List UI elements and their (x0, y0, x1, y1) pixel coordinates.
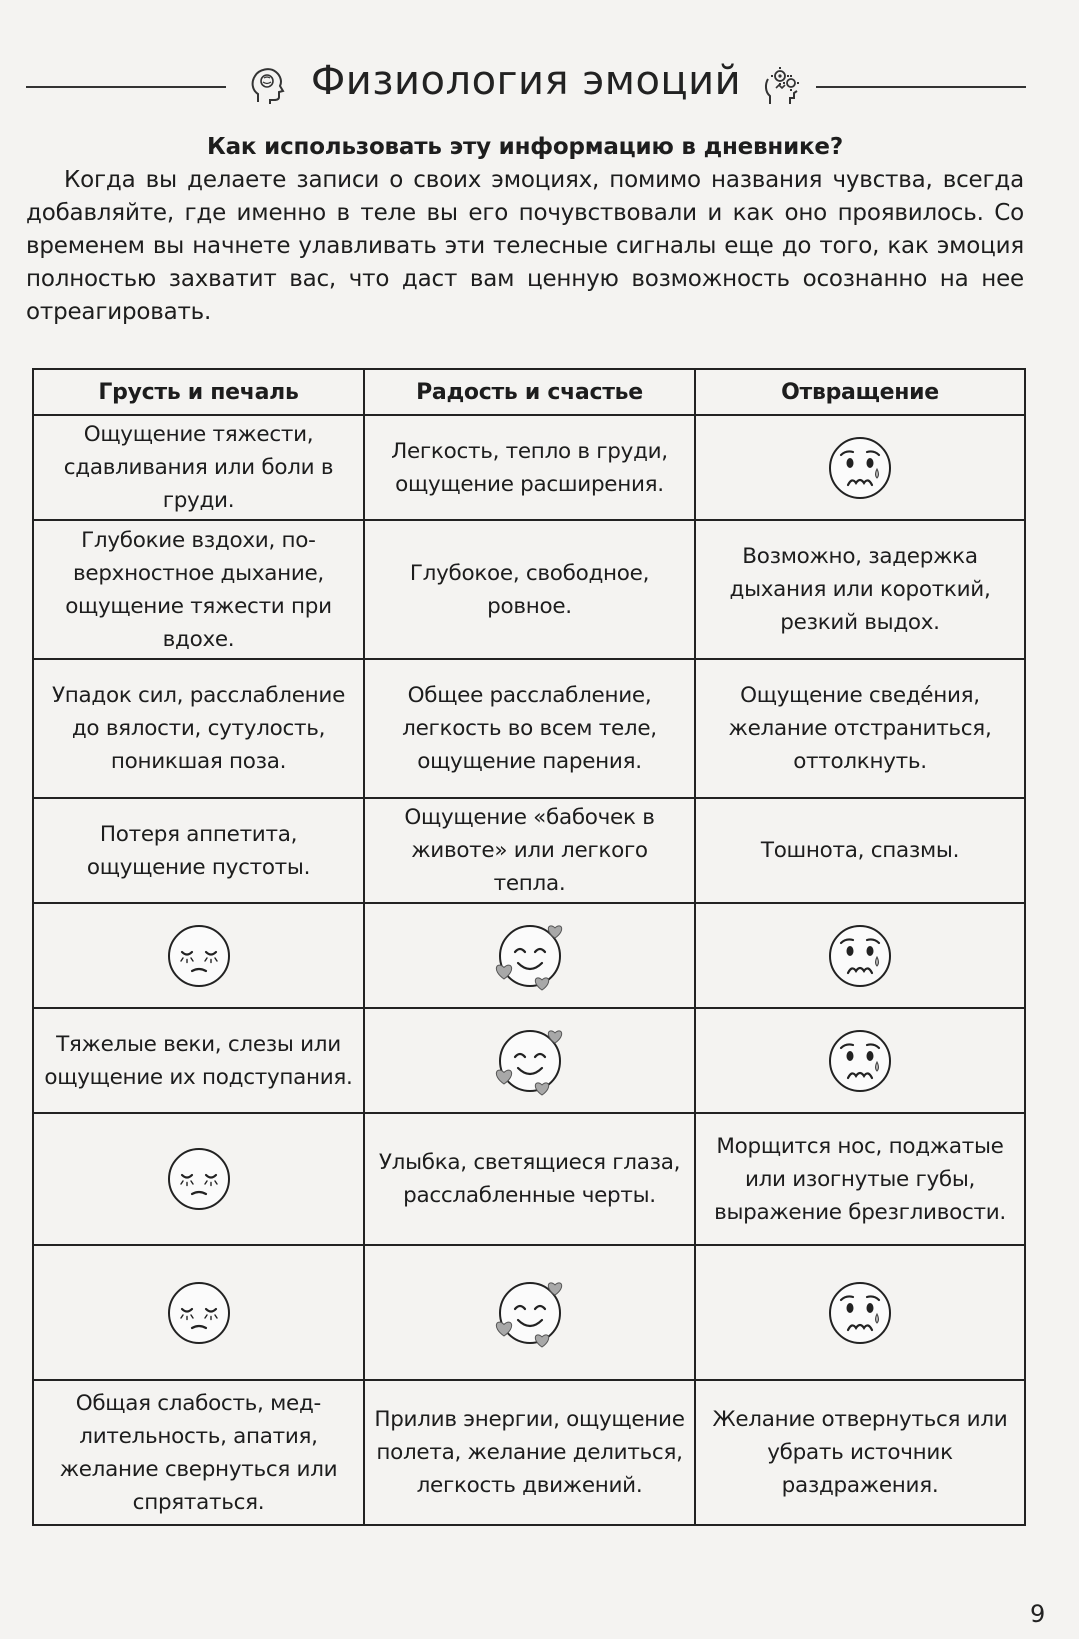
table-row (33, 798, 1025, 903)
page-number: 9 (1030, 1600, 1046, 1628)
table-cell (364, 1008, 695, 1113)
header-rule-left (26, 86, 226, 88)
table-row (33, 659, 1025, 798)
cell-text: Ощущение «бабочек в животе» или легкого тепла. (404, 805, 655, 896)
column-header: Отвращение (695, 369, 1025, 415)
table-header-row (33, 369, 1025, 415)
table-cell (33, 659, 364, 798)
cell-text: Улыбка, светящиеся глаза, расслабленные черты. (378, 1150, 681, 1208)
table-cell (695, 798, 1025, 903)
head-profile-icon (246, 64, 290, 108)
smiling-face-with-hearts-icon (495, 1278, 565, 1348)
table-row (33, 1008, 1025, 1113)
worried-face-icon (825, 433, 895, 503)
table-cell (695, 659, 1025, 798)
page-title: Физиология эмоций (310, 58, 742, 104)
table-row (33, 415, 1025, 520)
table-cell (33, 1008, 364, 1113)
table-cell (33, 903, 364, 1008)
smiling-face-with-hearts-icon (495, 921, 565, 991)
table-cell (695, 1380, 1025, 1525)
intro-paragraph: Когда вы делаете записи о своих эмоциях, помимо названия чувства, всегда добавляйте, где именно в теле вы его почувствовали и как оно проявилось. Со временем вы начнете улавливать эти телесные сигналы еще до того, как эмоция полностью захватит вас, что даст вам ценную возможность осознанно на нее отреагировать. (26, 167, 1024, 325)
chapter-header (26, 52, 1026, 122)
table-cell (33, 1245, 364, 1380)
table-row (33, 1113, 1025, 1245)
table-cell (364, 903, 695, 1008)
cell-text: Ощущение сведе́ния, желание отстраниться, оттолкнуть. (728, 683, 992, 774)
table-cell (364, 1113, 695, 1245)
table-cell (33, 1113, 364, 1245)
column-header: Радость и счастье (364, 369, 695, 415)
table-row (33, 520, 1025, 659)
worried-face-icon (825, 921, 895, 991)
table-cell (33, 798, 364, 903)
cell-text: Прилив энергии, ощущение полета, желание делиться, легкость движений. (374, 1407, 685, 1498)
sad-face-icon (164, 1278, 234, 1348)
cell-text: Общее расслабление, легкость во всем теле, ощущение парения. (402, 683, 657, 774)
table-cell (695, 415, 1025, 520)
table-cell (364, 659, 695, 798)
table-row (33, 1245, 1025, 1380)
intro-heading: Как использовать эту информацию в дневнике? (207, 134, 843, 160)
cell-text: Упадок сил, расслабление до вялости, сутулость, поникшая поза. (51, 683, 346, 774)
table-cell (364, 520, 695, 659)
sad-face-icon (164, 1144, 234, 1214)
table-cell (33, 1380, 364, 1525)
column-header: Грусть и печаль (33, 369, 364, 415)
emotions-table (32, 368, 1026, 1526)
intro-section (26, 134, 1024, 329)
table-cell (364, 415, 695, 520)
cell-text: Легкость, тепло в груди, ощущение расширения. (391, 438, 668, 497)
table-cell (695, 520, 1025, 659)
cell-text: Глубокое, свободное, ровное. (409, 560, 650, 619)
smiling-face-with-hearts-icon (495, 1026, 565, 1096)
table-cell (364, 798, 695, 903)
cell-text: Желание отвернуться или убрать источник раздражения. (712, 1407, 1008, 1498)
header-rule-right (816, 86, 1026, 88)
brain-gears-icon (760, 64, 804, 108)
cell-text: Морщится нос, поджатые или изогнутые губы, выражение брезгливости. (714, 1133, 1006, 1225)
table-cell (33, 415, 364, 520)
cell-text: Ощущение тяжести, сдавливания или боли в груди. (63, 422, 334, 513)
sad-face-icon (164, 921, 234, 991)
worried-face-icon (825, 1026, 895, 1096)
table-cell (364, 1380, 695, 1525)
table-cell (695, 1113, 1025, 1245)
table-cell (364, 1245, 695, 1380)
cell-text: Потеря аппетита, ощущение пустоты. (86, 821, 311, 880)
cell-text: Тошнота, спазмы. (760, 838, 960, 863)
cell-text: Тяжелые веки, слезы или ощущение их подступания. (44, 1031, 353, 1090)
table-cell (695, 903, 1025, 1008)
table-cell (695, 1245, 1025, 1380)
table-cell (33, 520, 364, 659)
cell-text: Глубокие вздохи, поверхностное дыхание, ощущение тяжести при вдохе. (65, 527, 332, 652)
worried-face-icon (825, 1278, 895, 1348)
cell-text: Возможно, задержка дыхания или короткий, резкий выдох. (729, 544, 991, 635)
table-row (33, 903, 1025, 1008)
table-row (33, 1380, 1025, 1525)
table-cell (695, 1008, 1025, 1113)
cell-text: Общая слабость, медлительность, апатия, желание свернуться или спрятаться. (59, 1390, 338, 1515)
